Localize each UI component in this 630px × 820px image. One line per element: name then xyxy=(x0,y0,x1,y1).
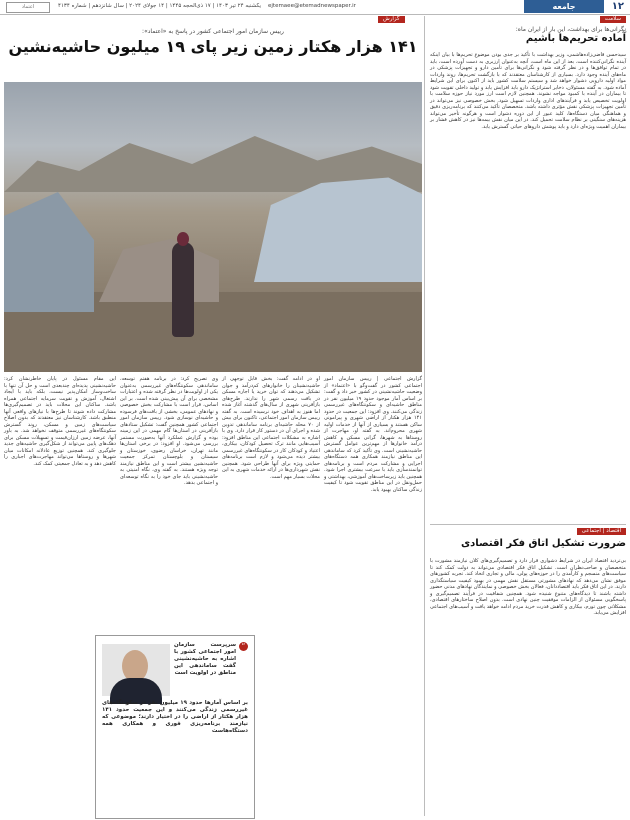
main-photo xyxy=(4,82,422,372)
main-column-3: وی تصریح کرد: در برنامه هفتم توسعه، ساماندهی سکونتگاه‌های غیررسمی به‌عنوان یکی از اولویت‌ها در نظر گرفته شده و اعتبارات مشخصی برای آن پیش‌بینی شده است. بر این اساس، قرار است با مشارکت بخش خصوصی و نهادهای عمومی، بخشی از بافت‌های فرسوده و حاشیه‌ای نوسازی شود. رییس سازمان امور اجتماعی کشور همچنین گفت: تشکیل ستادهای بازآفرینی در استان‌ها گام مهمی در این زمینه بوده و گزارش عملکرد آنها به‌صورت مستمر بررسی می‌شود. او افزود: در برخی استان‌ها مانند تهران، خراسان رضوی، خوزستان و سیستان و بلوچستان تمرکز جمعیت حاشیه‌نشین بیشتر است و این مناطق نیازمند توجه ویژه هستند. به گفته وی، نگاه امنیتی به حاشیه‌نشینی باید جای خود را به نگاه توسعه‌ای و اجتماعی بدهد. xyxy=(118,376,219,486)
right-kicker: نگرانی‌ها برای بهداشت، این بار از ایران ماه: xyxy=(515,26,626,33)
woman-figure xyxy=(172,242,194,337)
main-column-2: او در ادامه گفت: بخش قابل توجهی از حاشیه‌نشینان را خانوارهای کم‌درآمد و جوان تشکیل می‌دهند که توان خرید یا اجاره مسکن در بافت رسمی شهر را ندارند. طرح‌های بازآفرینی شهری از سال‌های گذشته آغاز شده اما هنوز به اهداف خود نرسیده است. به گفته رییس سازمان امور اجتماعی، تاکنون برای بیش از ۷۰ محله حاشیه‌ای برنامه ساماندهی تدوین شده و اجرای آن در دستور کار قرار دارد. وی با اشاره به مشکلات اجتماعی این مناطق افزود: آسیب‌هایی مانند ترک تحصیل کودکان، بیکاری، اعتیاد و کودکان کار در سکونتگاه‌های غیررسمی بیشتر دیده می‌شود و لازم است برنامه‌های حمایتی ویژه برای آنها طراحی شود. همچنین نقش شهرداری‌ها در ارائه خدمات شهری به این محلات بسیار مهم است. xyxy=(220,376,321,480)
head-shape xyxy=(177,232,189,246)
quote-icon: “ xyxy=(239,642,248,651)
page-header xyxy=(0,0,630,15)
column-divider xyxy=(424,16,425,816)
report-tag: گزارش xyxy=(378,16,405,23)
official-portrait xyxy=(102,644,170,696)
newspaper-logo: اعتماد xyxy=(6,2,50,13)
tent-shape xyxy=(99,232,219,302)
pull-quote-top: سرپرست سازمان امور اجتماعی کشور با اشاره به حاشیه‌نشینی گفت ساماندهی این مناطق در اولویت است xyxy=(174,642,236,676)
main-kicker: رییس سازمان امور اجتماعی کشور در پاسخ به «اعتماد»: xyxy=(142,28,284,35)
right-article-body-2: بی‌تردید اقتصاد ایران در شرایط دشواری قرار دارد و تصمیم‌گیری‌های کلان نیازمند مشورت با متخصصان و صاحب‌نظران است. تشکیل اتاق فکر اقتصادی می‌تواند به دولت کمک کند تا سیاست‌های منسجم و کارآمدی را در حوزه‌های پولی، مالی و تجاری اتخاذ کند. تجربه کشورهای موفق نشان می‌دهد که نهادهای مشورتی مستقل نقش مهمی در بهبود کیفیت سیاستگذاری دارند. در این اتاق فکر باید اقتصاددانان، فعالان بخش خصوصی و نمایندگان نهادهای مدنی حضور داشته باشند تا دیدگاه‌های متنوع شنیده شود. همچنین شفافیت در فرآیند تصمیم‌گیری و پاسخگویی مسئولان از الزامات موفقیت چنین نهادی است. بدون اصلاح ساختارهای اقتصادی، مشکلاتی چون تورم، بیکاری و کاهش قدرت خرید مردم ادامه خواهد یافت و آسیب‌های اجتماعی افزایش می‌یابد. xyxy=(428,558,627,616)
main-column-4: این مقام مسئول در پایان خاطرنشان کرد: حاشیه‌نشینی پدیده‌ای چندبعدی است و حل آن تنها با ساخت‌وساز امکان‌پذیر نیست، بلکه باید با ایجاد اشتغال، آموزش و تقویت سرمایه اجتماعی همراه باشد. ساکنان این محلات باید در تصمیم‌گیری‌ها مشارکت داده شوند تا طرح‌ها با نیازهای واقعی آنها منطبق باشد. کارشناسان نیز معتقدند که بدون اصلاح سیاست‌های زمین و مسکن، روند گسترش سکونتگاه‌های غیررسمی متوقف نخواهد شد. به باور آنها، عرضه زمین ارزان‌قیمت و تسهیلات مسکن برای دهک‌های پایین می‌تواند از شکل‌گیری حاشیه‌های جدید جلوگیری کند. همچنین توزیع عادلانه امکانات میان شهرها و روستاها می‌تواند مهاجرت‌های اجباری را کاهش دهد و به تعادل جمعیتی کمک کند. xyxy=(2,376,116,467)
main-title: ۱۴۱ هزار هکتار زمین زیر پای ۱۹ میلیون حاشیه‌نشین xyxy=(8,37,418,56)
main-headline-block xyxy=(4,28,422,80)
right-divider xyxy=(430,524,626,525)
health-tag: سلامت xyxy=(600,16,626,23)
right-title: آماده تحریم‌ها باشیم xyxy=(525,33,626,44)
right-title-2: ضرورت تشکیل اتاق فکر اقتصادی xyxy=(460,538,626,549)
issue-date-line: یکشنبه ۲۴ تیر ۱۴۰۳ | ۱۷ ذی‌الحجه ۱۴۴۵ | ۱۴ جولای ۲۰۲۴ | سال شانزدهم | شماره ۴۱۳۴ xyxy=(58,3,262,9)
main-column-1: گزارش اجتماعی | رییس سازمان امور اجتماعی کشور در گفت‌وگو با «اعتماد» از وضعیت حاشیه‌نشینی در کشور خبر داد و گفت: بر اساس آمار موجود حدود ۱۹ میلیون نفر در مناطق حاشیه‌ای و سکونتگاه‌های غیررسمی زندگی می‌کنند. وی افزود: این جمعیت در حدود ۱۴۱ هزار هکتار از اراضی شهری و پیرامونی ساکن هستند و بسیاری از آنها از خدمات اولیه شهری محروم‌اند. به گفته او، مهاجرت از روستاها به شهرها، گرانی مسکن و کاهش درآمد خانوارها از مهم‌ترین عوامل گسترش حاشیه‌نشینی است. وی تأکید کرد که ساماندهی این مناطق نیازمند همکاری همه دستگاه‌های اجرایی و مشارکت مردم است و برنامه‌های توانمندسازی باید با سرعت بیشتری اجرا شود. همچنین باید زیرساخت‌های آموزشی، بهداشتی و حمل‌ونقل در این مناطق تقویت شود تا کیفیت زندگی ساکنان بهبود یابد. xyxy=(322,376,423,493)
right-headline-block xyxy=(430,26,626,48)
pull-quote-box xyxy=(95,635,255,819)
section-email: ejtemaee@etemadnewspaper.ir xyxy=(268,3,356,9)
section-label: جامعه xyxy=(524,0,604,13)
economy-tag: اقتصاد | اجتماعی xyxy=(577,528,626,535)
tent-shape xyxy=(4,192,94,312)
right-article-body: سیدحسن قاضی‌زاده‌هاشمی، وزیر بهداشت با تأکید بر جدی بودن موضوع تحریم‌ها با بیان اینکه آینده نگرانی‌کننده است، بعد از این ماه است، آنچه به‌عنوان ارزبری به دست آورده است، باید در تمام توافق‌ها و در نظر گرفته شود و نگرانی‌ها برای تأمین دارو و تجهیزات پزشکی در ماه‌های آینده وجود دارد. بسیاری از کارشناسان معتقدند که با بازگشت تحریم‌ها، روند واردات مواد اولیه دارویی دشوار خواهد شد و سیستم سلامت کشور باید از اکنون برای این شرایط آماده شود. به گفته مسئولان، ذخایر استراتژیک دارو باید افزایش یابد و تولید داخلی تقویت شود تا بیماران در آینده با کمبود مواجه نشوند. همچنین لازم است ارز مورد نیاز حوزه سلامت با اولویت تخصیص یابد و فرآیندهای اداری واردات تسهیل شود. بخش خصوصی نیز می‌تواند در تأمین تجهیزات پزشکی نقش مؤثری داشته باشد. متخصصان تأکید می‌کنند که برنامه‌ریزی دقیق و هماهنگی میان دستگاه‌ها، کلید عبور از این دوره دشوار است و هرگونه تأخیر می‌تواند هزینه‌های سنگینی بر نظام سلامت تحمیل کند. در این میان نقش بیمه‌ها نیز در کاهش فشار بر بیماران اهمیت ویژه‌ای دارد و باید پوشش داروهای حیاتی گسترش یابد. xyxy=(428,52,627,130)
page-number: ۱۲ xyxy=(611,1,624,12)
pull-quote-body: بر اساس آمارها حدود ۱۹ میلیون نفر در سکونتگاه‌های غیررسمی زندگی می‌کنند و این جمعیت حدود ۱۴۱ هزار هکتار از اراضی را در اختیار دارند؛ موضوعی که نیازمند برنامه‌ریزی فوری و همکاری همه دستگاه‌هاست xyxy=(102,700,248,734)
